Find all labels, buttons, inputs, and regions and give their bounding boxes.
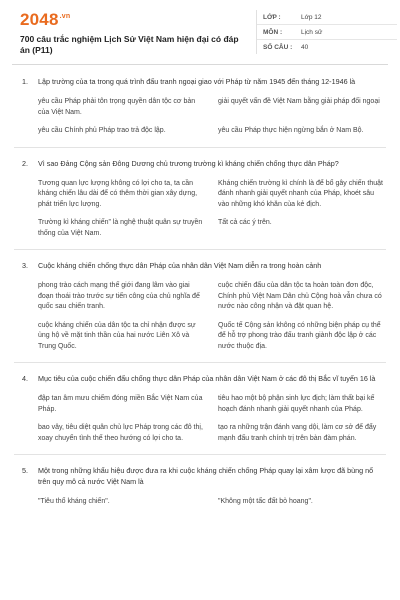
meta-value: Lớp 12 xyxy=(301,13,322,21)
answer-option[interactable]: Quốc tế Cộng sản không có những biện pháp cụ thể để hỗ trợ phong trào đấu tranh giành độc lập ở các nước thuộc địa. xyxy=(218,321,381,350)
meta-row xyxy=(257,10,397,25)
answer-option[interactable]: "Tiêu thổ kháng chiến". xyxy=(38,498,110,505)
meta-row xyxy=(257,25,397,40)
question-list xyxy=(0,66,400,518)
question-number: 4. xyxy=(22,374,28,383)
answer-options xyxy=(22,384,386,454)
meta-value: Lịch sử xyxy=(301,28,323,36)
meta-row xyxy=(257,40,397,54)
question-header xyxy=(22,455,386,487)
meta-key: MÔN : xyxy=(263,28,283,36)
question-item xyxy=(0,363,400,454)
question-header xyxy=(22,148,386,169)
answer-options xyxy=(22,87,386,147)
question-item xyxy=(0,66,400,147)
question-number: 2. xyxy=(22,158,28,168)
answer-option[interactable]: tiêu hao một bộ phận sinh lực địch; làm thất bại kế hoạch đánh nhanh giải quyết nhanh của Pháp. xyxy=(218,395,375,413)
site-logo[interactable] xyxy=(20,10,70,30)
document-title: 700 câu trắc nghiệm Lịch Sử Việt Nam hiện đại có đáp án (P11) xyxy=(20,34,239,55)
meta-key: SỐ CÂU : xyxy=(263,43,293,51)
answer-option[interactable]: yêu cầu Pháp phải tôn trọng quyền dân tộc cơ bản của Việt Nam. xyxy=(38,98,196,116)
answer-option[interactable]: cuộc chiến đấu của dân tộc ta hoàn toàn đơn độc, Chính phủ Việt Nam Dân chủ Cộng hoà vẫn chưa có nước nào công nhận và đặt quan hệ. xyxy=(218,282,382,310)
question-item xyxy=(0,148,400,250)
answer-option[interactable]: đập tan âm mưu chiếm đóng miền Bắc Việt Nam của Pháp. xyxy=(38,395,203,413)
meta-value: 40 xyxy=(301,43,309,51)
answer-option[interactable]: "Không một tấc đất bỏ hoang". xyxy=(218,498,313,505)
question-item xyxy=(0,455,400,518)
question-header xyxy=(22,363,386,384)
answer-option[interactable]: yêu cầu Chính phủ Pháp trao trả độc lập. xyxy=(38,127,166,134)
answer-options xyxy=(22,271,386,362)
answer-option[interactable]: bao vây, tiêu diệt quân chủ lực Pháp trong các đô thị, xoay chuyển tình thế theo hướng có lợi cho ta. xyxy=(38,424,203,442)
answer-option[interactable]: Tương quan lực lượng không có lợi cho ta, ta cần kháng chiến lâu dài để có thêm thời gian xây dựng, phát triển lực lượng. xyxy=(38,179,198,208)
header xyxy=(12,0,388,65)
answer-option[interactable]: cuộc kháng chiến của dân tộc ta chỉ nhận được sự ủng hộ về mặt tinh thần của hai nước Liên Xô và Trung Quốc. xyxy=(38,321,196,350)
answer-option[interactable]: Trường kì kháng chiến” là nghệ thuật quân sự truyền thống của Việt Nam. xyxy=(38,219,203,237)
logo-text: 2048 xyxy=(20,10,59,29)
logo-suffix: .vn xyxy=(59,13,71,21)
question-header xyxy=(22,250,386,271)
question-number: 3. xyxy=(22,261,28,270)
answer-options xyxy=(22,169,386,250)
question-header xyxy=(22,66,386,87)
meta-table xyxy=(256,10,397,54)
answer-option[interactable]: Kháng chiến trường kì chính là để bổ gây chiến thuật đánh nhanh giải quyết nhanh của Pháp, khoét sâu vào những khó khăn của kẻ địch. xyxy=(218,179,383,208)
question-number: 1. xyxy=(22,77,28,86)
answer-option[interactable]: phong trào cách mạng thế giới đang lâm vào giai đoạn thoái trào trước sự tiến công của chủ nghĩa đế quốc sau chiến tranh. xyxy=(38,282,200,310)
question-text: Mục tiêu của cuộc chiến đấu chống thực dân Pháp của nhân dân Việt Nam ở các đô thị Bắc vĩ tuyến 16 là xyxy=(38,374,376,383)
question-number: 5. xyxy=(22,466,28,475)
answer-option[interactable]: yêu cầu Pháp thực hiện ngừng bắn ở Nam Bộ. xyxy=(218,127,364,134)
question-text: Vì sao Đảng Cộng sản Đông Dương chủ trương trường kì kháng chiến chống thực dân Pháp? xyxy=(38,158,339,168)
question-text: Lập trường của ta trong quá trình đấu tranh ngoại giao với Pháp từ năm 1945 đến tháng 12-1946 là xyxy=(38,77,356,86)
question-text: Cuộc kháng chiến chống thực dân Pháp của nhân dân Việt Nam diễn ra trong hoàn cảnh xyxy=(38,261,322,270)
question-text: Một trong những khẩu hiệu được đưa ra khi cuộc kháng chiến chống Pháp quay lại xâm lược đã bùng nổ trên quy mô cả nước Việt Nam là xyxy=(38,466,374,486)
answer-option[interactable]: Tất cả các ý trên. xyxy=(218,219,272,226)
question-item xyxy=(0,250,400,362)
answer-option[interactable]: tạo ra những trận đánh vang dội, làm cơ sở để đẩy mạnh đấu tranh chính trị trên bàn đàm phán. xyxy=(218,424,377,442)
meta-key: LỚP : xyxy=(263,13,281,21)
answer-option[interactable]: giải quyết vấn đề Việt Nam bằng giải pháp đối ngoại xyxy=(218,98,380,105)
answer-options xyxy=(22,487,386,518)
